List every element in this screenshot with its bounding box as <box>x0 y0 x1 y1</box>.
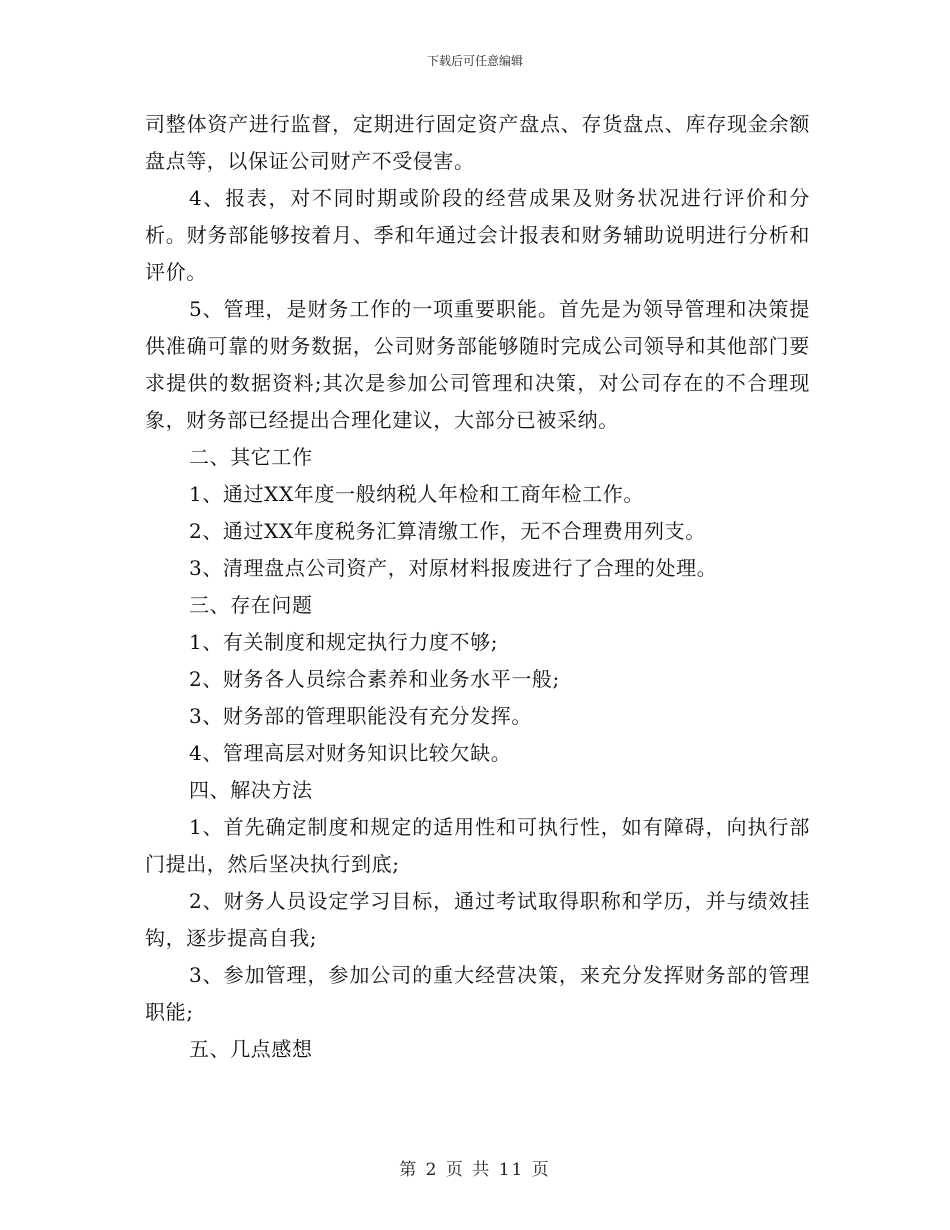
paragraph-management: 5、管理，是财务工作的一项重要职能。首先是为领导管理和决策提供准确可靠的财务数据，公司财务部能够随时完成公司领导和其他部门要求提供的数据资料;其次是参加公司管理和决策，对公司存在的不合理现象，财务部已经提出合理化建议，大部分已被采纳。 <box>145 297 810 432</box>
document-body <box>145 106 810 1068</box>
list-item-problem-4: 4、管理高层对财务知识比较欠缺。 <box>189 741 512 765</box>
list-item-problem-1: 1、有关制度和规定执行力度不够; <box>189 630 499 654</box>
section-heading-problems: 三、存在问题 <box>189 593 313 617</box>
section-heading-solutions: 四、解决方法 <box>189 778 313 802</box>
page-number-footer: 第 2 页 共 11 页 <box>399 1160 551 1180</box>
paragraph-asset-supervision: 司整体资产进行监督，定期进行固定资产盘点、存货盘点、库存现金余额盘点等，以保证公司财产不受侵害。 <box>145 112 810 173</box>
list-item-problem-2: 2、财务各人员综合素养和业务水平一般; <box>189 667 560 691</box>
list-item-solution-2: 2、财务人员设定学习目标，通过考试取得职称和学历，并与绩效挂钩，逐步提高自我; <box>145 889 810 950</box>
list-item-problem-3: 3、财务部的管理职能没有充分发挥。 <box>189 704 532 728</box>
section-heading-reflections: 五、几点感想 <box>189 1037 313 1061</box>
page-header: 下载后可任意编辑 <box>426 54 523 68</box>
list-item-other-work-2: 2、通过XX年度税务汇算清缴工作，无不合理费用列支。 <box>189 519 706 543</box>
list-item-other-work-3: 3、清理盘点公司资产，对原材料报废进行了合理的处理。 <box>189 556 718 580</box>
section-heading-other-work: 二、其它工作 <box>189 445 313 469</box>
list-item-solution-3: 3、参加管理，参加公司的重大经营决策，来充分发挥财务部的管理职能; <box>145 963 810 1024</box>
paragraph-reports: 4、报表，对不同时期或阶段的经营成果及财务状况进行评价和分析。财务部能够按着月、季和年通过会计报表和财务辅助说明进行分析和评价。 <box>145 186 810 284</box>
list-item-other-work-1: 1、通过XX年度一般纳税人年检和工商年检工作。 <box>189 482 645 506</box>
list-item-solution-1: 1、首先确定制度和规定的适用性和可执行性，如有障碍，向执行部门提出，然后坚决执行到底; <box>145 815 810 876</box>
